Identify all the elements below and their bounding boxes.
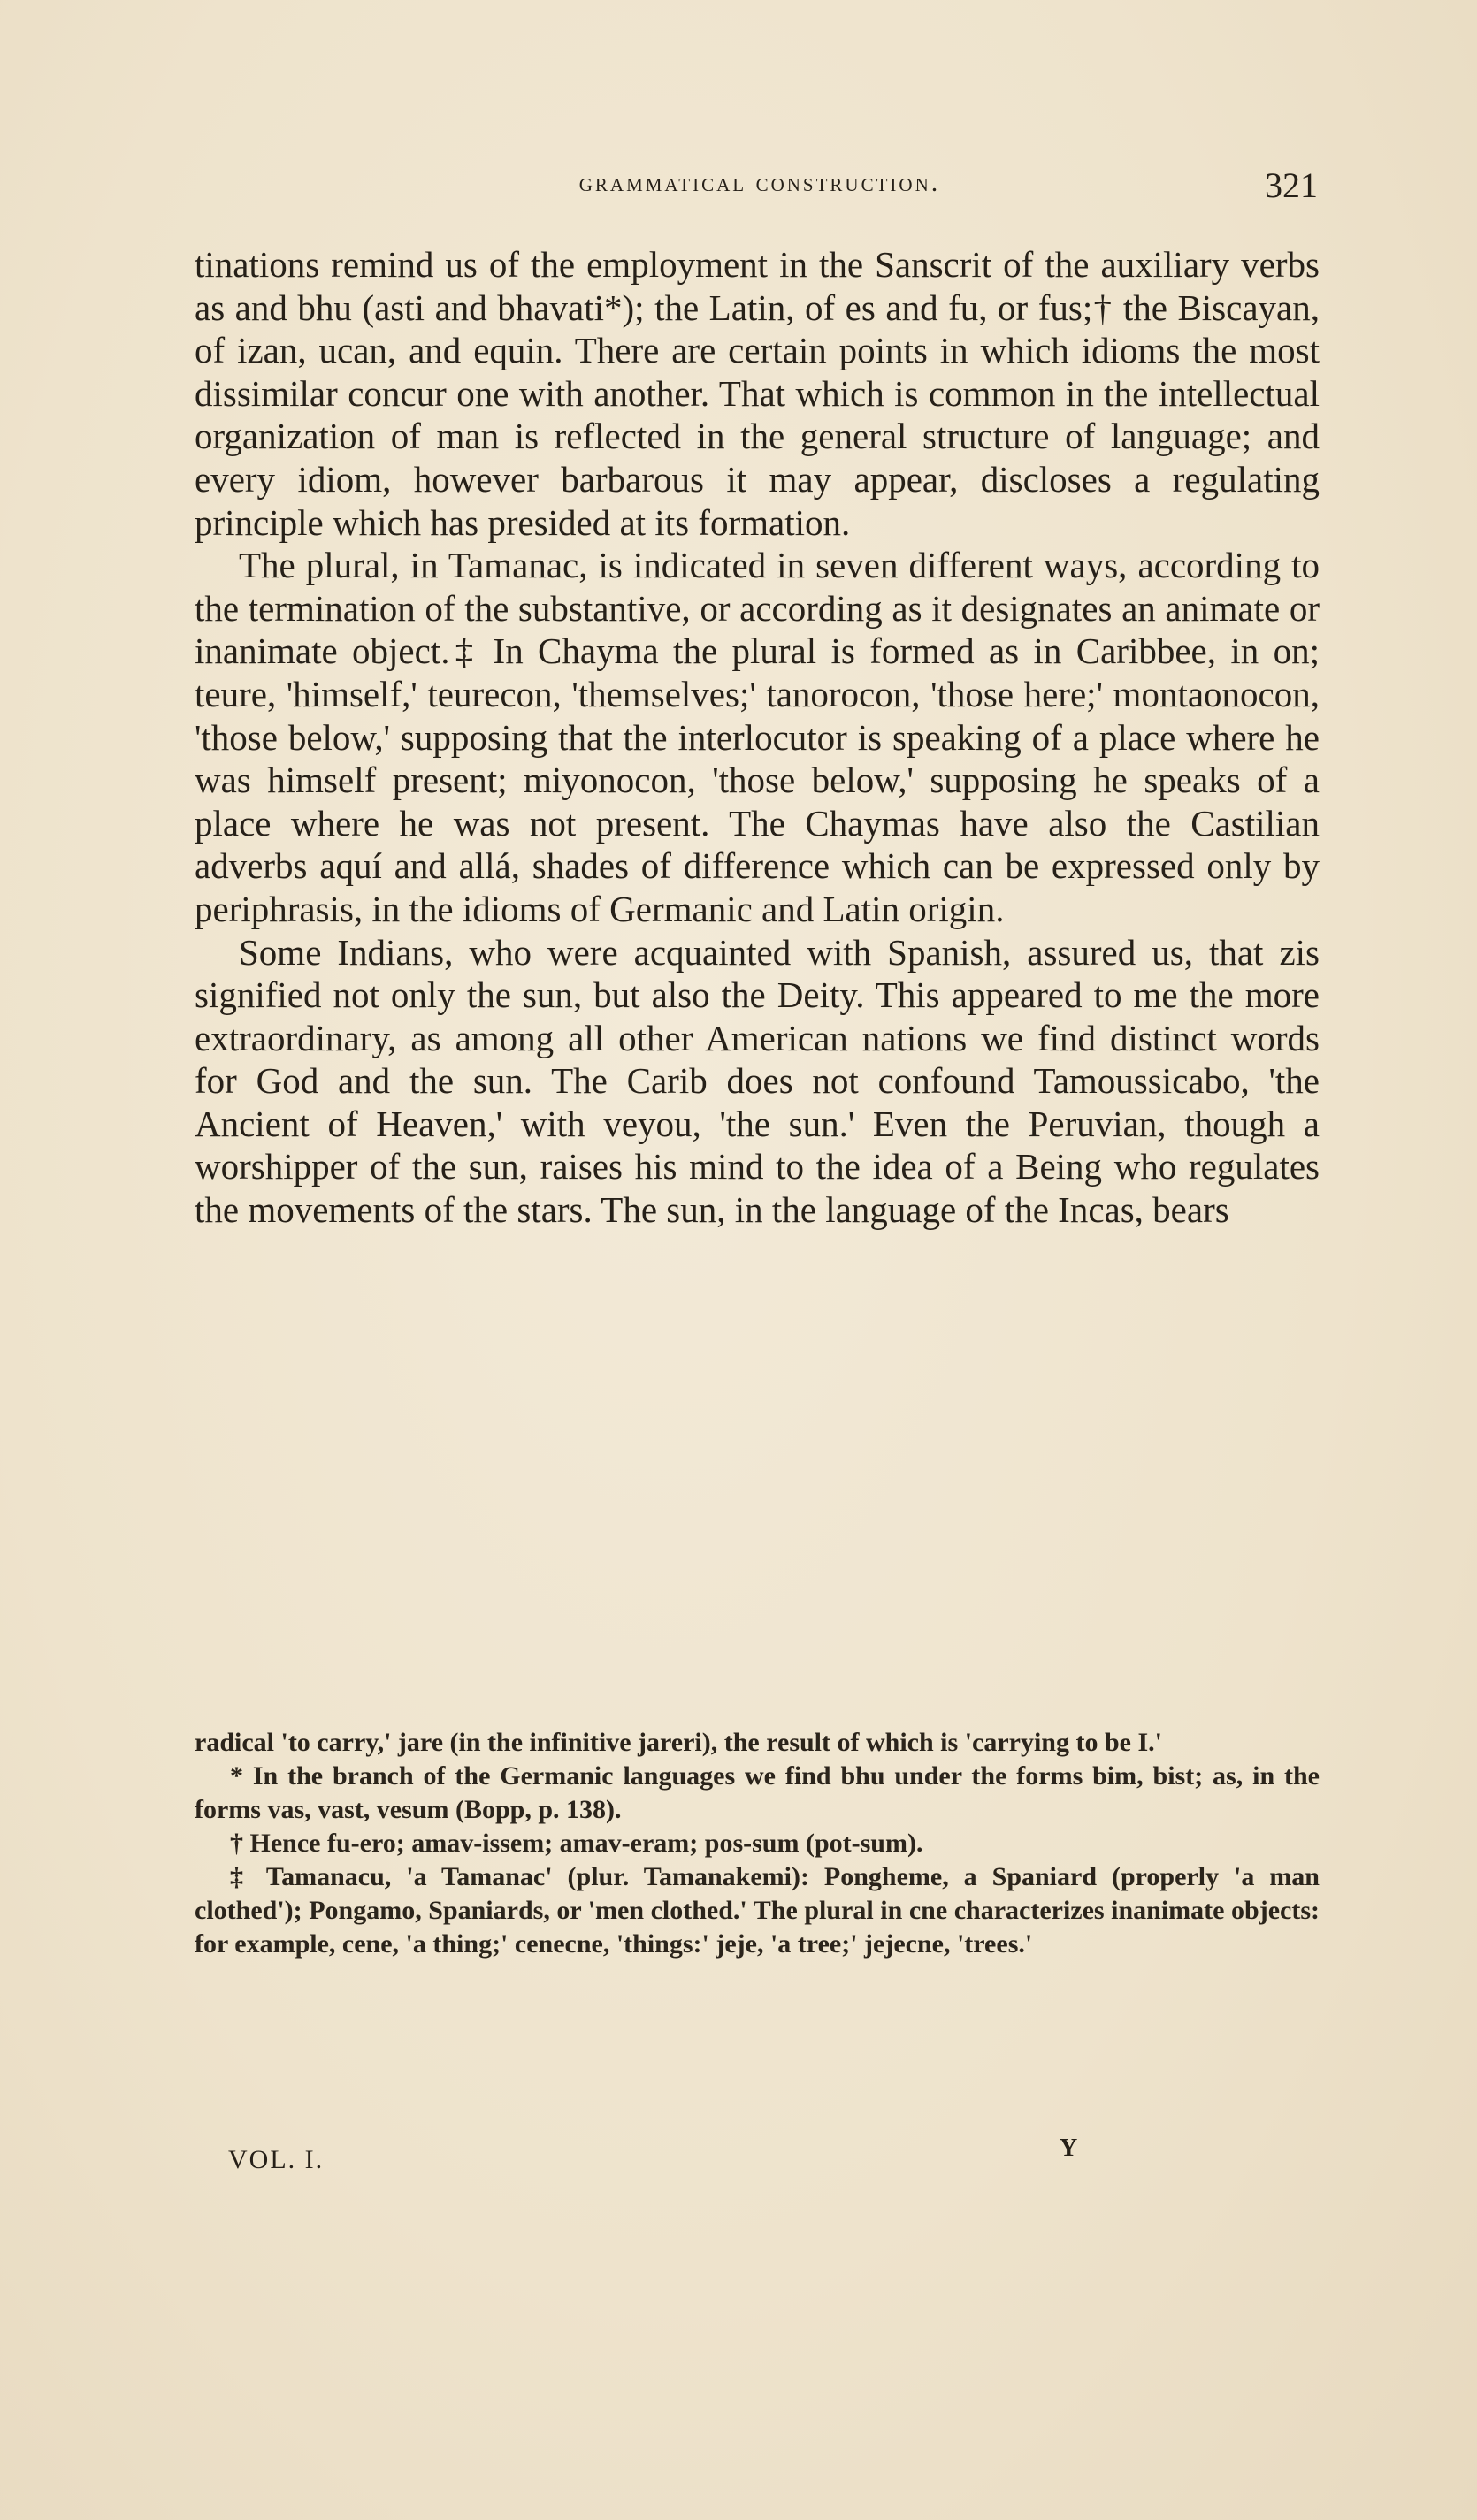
page-footer bbox=[228, 2134, 1113, 2180]
footnote-double-dagger: ‡ Tamanacu, 'a Tamanac' (plur. Tamanakemi): Pongheme, a Spaniard (properly 'a man clothed'); Pongamo, Spaniards, or 'men clothed.' The plural in cne characterizes inanimate objects: for example, cene, 'a thing;' cenecne, 'things:' jeje, 'a tree;' jejecne, 'trees.' bbox=[195, 1862, 1320, 1959]
volume-label: VOL. I. bbox=[228, 2145, 325, 2174]
page-number: 321 bbox=[1265, 165, 1318, 205]
footnote-continuation: radical 'to carry,' jare (in the infinitive jareri), the result of which is 'carrying to be I.' bbox=[195, 1728, 1162, 1757]
body-text bbox=[195, 243, 1320, 1232]
running-head-title: grammatical construction. bbox=[578, 168, 941, 197]
footnotes bbox=[195, 1726, 1320, 1961]
running-head bbox=[202, 164, 1318, 209]
footnote-asterisk: * In the branch of the Germanic languages we find bhu under the forms bim, bist; as, in the forms vas, vast, vesum (Bopp, p. 138). bbox=[195, 1761, 1320, 1824]
footnote-dagger: † Hence fu-ero; amav-issem; amav-eram; pos-sum (pot-sum). bbox=[230, 1829, 923, 1858]
paragraph-2: The plural, in Tamanac, is indicated in seven different ways, according to the termination of the substantive, or according as it designates an animate or inanimate object.‡ In Chayma the plural is formed as in Caribbee, in on; teure, 'himself,' teurecon, 'themselves;' tanorocon, 'those here;' montaonocon, 'those below,' supposing that the interlocutor is speaking of a place where he was himself present; miyonocon, 'those below,' supposing he speaks of a place where he was not present. The Chaymas have also the Castilian adverbs aquí and allá, shades of difference which can be expressed only by periphrasis, in the idioms of Germanic and Latin origin. bbox=[195, 545, 1320, 929]
paragraph-3: Some Indians, who were acquainted with Spanish, assured us, that zis signified not only the sun, but also the Deity. This appeared to me the more extraordinary, as among all other American nations we find distinct words for God and the sun. The Carib does not confound Tamoussicabo, 'the Ancient of Heaven,' with veyou, 'the sun.' Even the Peruvian, though a worshipper of the sun, raises his mind to the idea of a Being who regulates the movements of the stars. The sun, in the language of the Incas, bears bbox=[195, 931, 1320, 1231]
paragraph-1: tinations remind us of the employment in the Sanscrit of the auxiliary verbs as and bhu (asti and bhavati*); the Latin, of es and fu, or fus;† the Biscayan, of izan, ucan, and equin. There are certain points in which idioms the most dissimilar concur one with another. That which is common in the intellectual organization of man is reflected in the general structure of language; and every idiom, however barbarous it may appear, discloses a regulating principle which has presided at its formation. bbox=[195, 244, 1320, 543]
signature-mark: Y bbox=[1060, 2134, 1080, 2162]
